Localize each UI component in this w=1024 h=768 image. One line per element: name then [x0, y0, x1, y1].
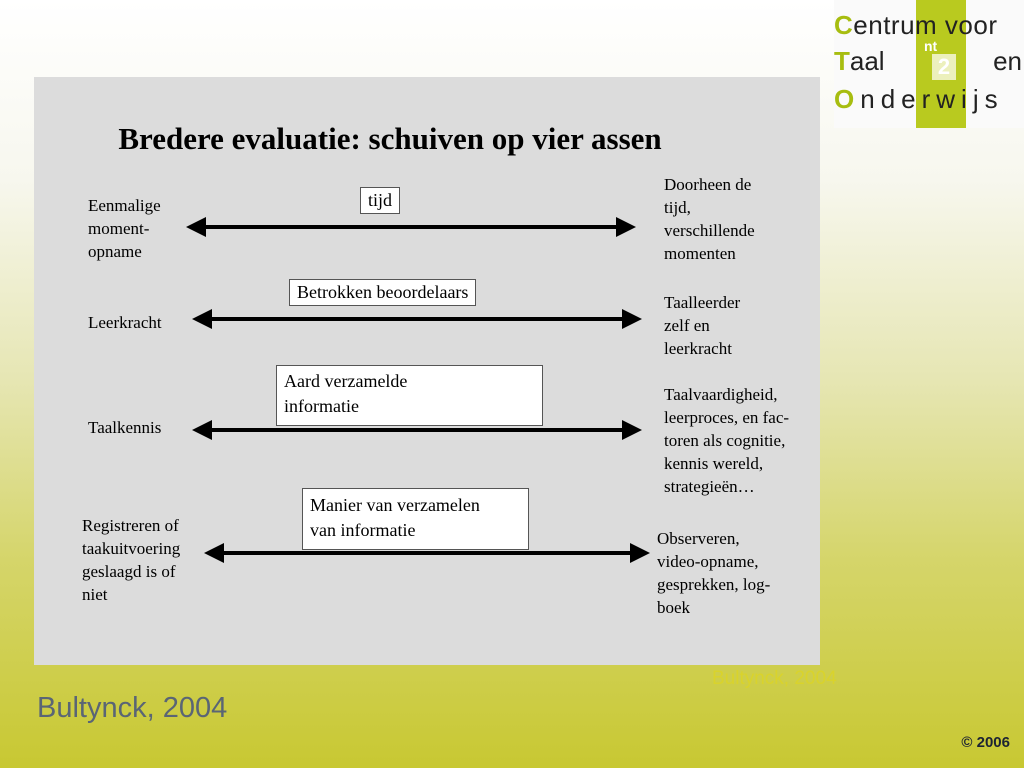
axis-right-label-4: Observeren, video-opname, gesprekken, log- boek: [657, 529, 771, 617]
logo-row-onderwijs: Onderwijs: [834, 84, 1004, 114]
axis-box-3: Aard verzamelde informatie: [276, 365, 543, 426]
axis-left-label-2: Leerkracht: [88, 313, 162, 332]
axis-right-label-2: Taalleerder zelf en leerkracht: [664, 293, 741, 358]
source-credit: Bultynck, 2004: [37, 692, 228, 724]
axis-box-1: tijd: [360, 187, 400, 214]
axis-left-label-3: Taalkennis: [88, 418, 162, 437]
ghost-credit: Bultynck, 2004: [712, 668, 837, 689]
logo-row-taal: Taal en: [834, 46, 1022, 76]
copyright: © 2006: [961, 734, 1010, 751]
axis-right-label-3: Taalvaardigheid, leerproces, en fac- toren als cognitie, kennis wereld, strategieën…: [664, 385, 790, 496]
logo: [834, 0, 1024, 128]
axis-left-label-4: Registreren of taakuitvoering geslaagd is of niet: [82, 516, 181, 604]
axis-arrow-1: [186, 217, 636, 237]
axis-box-2: Betrokken beoordelaars: [289, 279, 476, 306]
diagram-panel: [34, 77, 820, 665]
axis-right-label-1: Doorheen de tijd, verschillende momenten: [664, 175, 755, 263]
axis-left-label-1: Eenmalige moment- opname: [88, 196, 161, 261]
axis-box-4: Manier van verzamelen van informatie: [302, 488, 529, 550]
nt2-mark: 2 nt: [928, 44, 960, 78]
slide-title: Bredere evaluatie: schuiven op vier assen: [118, 121, 662, 156]
logo-row-centrum: Centrum voor: [834, 10, 998, 40]
axis-arrow-2: [192, 309, 642, 329]
